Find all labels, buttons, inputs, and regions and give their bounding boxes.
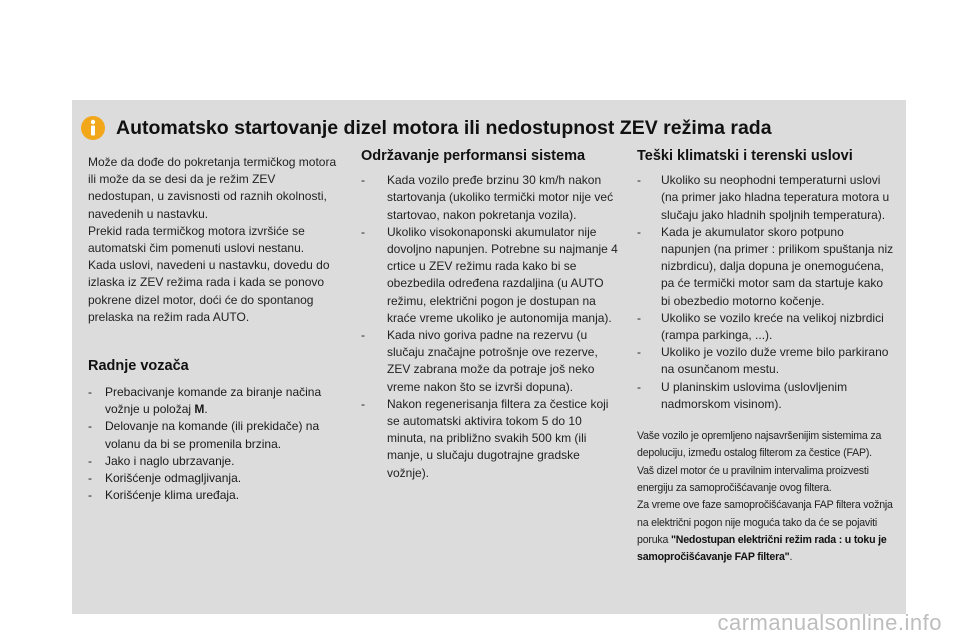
watermark: carmanualsonline.info	[717, 610, 942, 635]
note-paragraph: Vaše vozilo je opremljeno najsavršenijim sistemima za depoluciju, između ostalog filterom za čestice (FAP).	[637, 430, 882, 460]
page-title: Automatsko startovanje dizel motora ili nedostupnost ZEV režima rada	[116, 116, 772, 139]
list-item	[88, 384, 340, 418]
conditions-list	[637, 172, 895, 413]
drivers-heading: Radnje vozača	[88, 358, 189, 374]
mode-suffix: .	[204, 402, 208, 417]
note-paragraph	[637, 497, 895, 566]
list-item: - Ukoliko visokonaponski akumulator nije dovoljno napunjen. Potrebne su najmanje 4 crtice u ZEV režimu rada kako bi se obezbedila određena razdaljina (u AUTO režimu, električni pogon je dostupan na kraće vreme ukoliko je autonomija manja).	[361, 224, 619, 327]
fap-note	[637, 428, 895, 566]
list-item: - Delovanje na komande (ili prekidače) na volanu da bi se promenila brzina.	[88, 418, 340, 452]
note-message: "Nedostupan električni režim rada : u toku je samopročišćavanje FAP filtera"	[637, 533, 887, 564]
list-item-text: Prebacivanje komande za biranje načina vožnje u položaj	[105, 385, 322, 417]
list-item: - Kada vozilo pređe brzinu 30 km/h nakon startovanja (ukoliko termički motor nije već startovao, nakon pokretanja vozila).	[361, 172, 619, 224]
intro-text	[88, 154, 340, 326]
mode-letter: M	[194, 402, 205, 417]
performance-section	[361, 148, 619, 482]
list-item: - Ukoliko su neophodni temperaturni uslovi (na primer jako hladna teperatura motora u slučaju jako hladnih spoljnih temperatura).	[637, 172, 895, 224]
note-text: Za vreme ove faze samopročišćavanja FAP filtera vožnja na električni pogon nije moguća tako da će se pojaviti poruka	[637, 499, 893, 546]
list-item: - Kada je akumulator skoro potpuno napunjen (na primer : prilikom spuštanja niz nizbrdicu), dalja dopuna je onemogućena, pa će termički motor sam da startuje kako bi obezbedio motorno kočenje.	[637, 224, 895, 310]
info-icon	[80, 115, 106, 141]
list-item: - Ukoliko se vozilo kreće na velikoj nizbrdici (rampa parkinga, ...).	[637, 310, 895, 344]
performance-list	[361, 172, 619, 482]
title-row	[80, 112, 772, 144]
list-item: - Korišćenje klima uređaja.	[88, 487, 340, 504]
list-item: - U planinskim uslovima (uslovljenim nadmorskom visinom).	[637, 379, 895, 413]
list-item: - Nakon regenerisanja filtera za čestice koji se automatski aktivira tokom 5 do 10 minuta, na približno svakih 500 km (ili manje, u slučaju dugotrajne gradske vožnje).	[361, 396, 619, 482]
list-item: - Kada nivo goriva padne na rezervu (u slučaju značajne potrošnje ove rezerve, ZEV zabrana može da potraje još neko vreme nakon što se izvrši dopuna).	[361, 327, 619, 396]
intro-paragraph: Kada uslovi, navedeni u nastavku, dovedu do izlaska iz ZEV režima rada i kada se ponovo pokrene dizel motor, doći će do spontanog prelaska na režim rada AUTO.	[88, 258, 330, 324]
note-end: .	[789, 551, 793, 564]
intro-paragraph: Može da dođe do pokretanja termičkog motora ili može da se desi da je režim ZEV nedostupan, u zavisnosti od raznih okolnosti, navedenih u nastavku.	[88, 155, 337, 221]
conditions-section	[637, 148, 895, 566]
list-item: - Ukoliko je vozilo duže vreme bilo parkirano na osunčanom mestu.	[637, 344, 895, 378]
list-item: - Jako i naglo ubrzavanje.	[88, 453, 340, 470]
drivers-list	[88, 384, 340, 504]
conditions-heading: Teški klimatski i terenski uslovi	[637, 148, 853, 164]
intro-paragraph: Prekid rada termičkog motora izvršiće se automatski čim pomenuti uslovi nestanu.	[88, 223, 305, 256]
performance-heading: Održavanje performansi sistema	[361, 148, 586, 164]
list-item: - Korišćenje odmagljivanja.	[88, 470, 340, 487]
note-paragraph: Vaš dizel motor će u pravilnim intervalima proizvesti energiju za samopročišćavanje ovog filtera.	[637, 464, 869, 494]
